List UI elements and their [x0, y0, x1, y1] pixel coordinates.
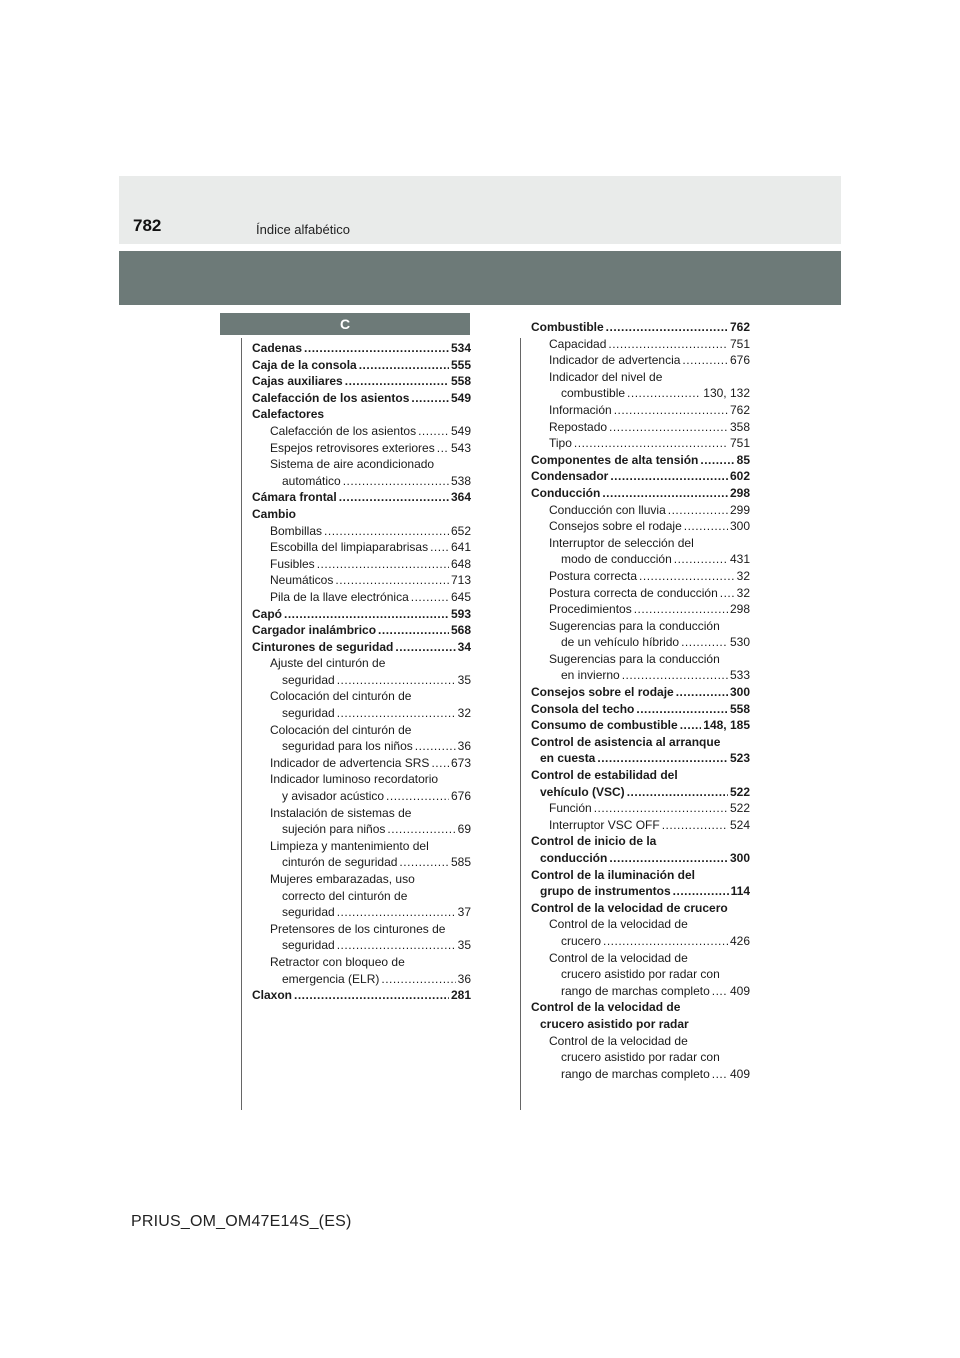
index-heading-line: Colocación del cinturón de: [270, 722, 412, 737]
index-entry: [531, 717, 750, 734]
index-entry: [531, 784, 750, 801]
entry-term: conducción: [540, 851, 608, 865]
entry-term: seguridad: [282, 938, 335, 953]
index-entry: [531, 468, 750, 485]
index-entry: [252, 821, 471, 838]
index-entry: [252, 788, 471, 805]
index-heading-line: Control de la velocidad de: [549, 1033, 688, 1048]
dot-leader: [680, 717, 702, 734]
entry-page-ref: 114: [730, 884, 750, 899]
entry-term: seguridad: [282, 706, 335, 721]
entry-term: Cajas auxiliares: [252, 374, 343, 389]
entry-page-ref: 652: [450, 523, 471, 538]
dot-leader: [627, 784, 728, 801]
entry-page-ref: 37: [457, 905, 471, 920]
entry-page-ref: 281: [450, 988, 471, 1003]
entry-term: rango de marchas completo: [561, 983, 710, 998]
entry-page-ref: 524: [729, 817, 750, 832]
dot-leader: [614, 402, 728, 419]
entry-page-ref: 762: [729, 320, 750, 334]
entry-page-ref: 751: [729, 336, 750, 351]
index-heading-line: Interruptor de selección del: [549, 535, 694, 550]
entry-page-ref: 593: [450, 606, 471, 621]
entry-term: vehículo (VSC): [540, 784, 625, 799]
index-entry: [252, 705, 471, 722]
dot-leader: [415, 738, 456, 755]
index-entry: [531, 850, 750, 867]
dot-leader: [602, 485, 728, 502]
entry-term: y avisador acústico: [282, 789, 385, 804]
entry-term: Capacidad: [549, 336, 607, 351]
index-entry: [531, 352, 750, 369]
entry-page-ref: 35: [457, 938, 471, 953]
entry-term: Tipo: [549, 436, 572, 451]
entry-page-ref: 538: [450, 473, 471, 488]
dot-leader: [324, 523, 449, 540]
index-entry: [252, 606, 471, 623]
index-heading-line: Sugerencias para la conducción: [549, 618, 720, 633]
entry-page-ref: 364: [450, 490, 471, 505]
entry-page-ref: 751: [729, 436, 750, 451]
entry-page-ref: 762: [729, 402, 750, 417]
dot-leader: [411, 390, 449, 407]
left-column-rule: [241, 338, 242, 1110]
entry-term: Bombillas: [270, 523, 323, 538]
index-entry: [531, 684, 750, 701]
entry-term: Postura correcta de conducción: [549, 585, 718, 600]
entry-page-ref: 426: [729, 933, 750, 948]
index-entry: [252, 523, 471, 540]
entry-term: sujeción para niños: [282, 822, 386, 837]
dot-leader: [378, 622, 449, 639]
index-entry: [252, 589, 471, 606]
index-entry: [531, 568, 750, 585]
dot-leader: [712, 983, 728, 1000]
index-heading-line: Control de la velocidad de: [549, 917, 688, 932]
index-entry: [252, 937, 471, 954]
index-heading-line: Retractor con bloqueo de: [270, 954, 405, 969]
index-entry: [531, 385, 750, 402]
entry-term: rango de marchas completo: [561, 1066, 710, 1081]
entry-term: Capó: [252, 606, 282, 621]
dot-leader: [634, 601, 728, 618]
entry-term: Combustible: [531, 320, 604, 334]
entry-term: cinturón de seguridad: [282, 855, 398, 870]
entry-term: en cuesta: [540, 751, 596, 766]
entry-term: Consejos sobre el rodaje: [531, 685, 674, 700]
index-heading-line: Pretensores de los cinturones de: [270, 921, 446, 936]
dot-leader: [597, 750, 728, 767]
dot-leader: [627, 385, 701, 402]
entry-page-ref: 32: [736, 568, 750, 583]
index-entry: [252, 390, 471, 407]
dot-leader: [345, 373, 449, 390]
dot-leader: [411, 589, 449, 606]
entry-page-ref: 648: [450, 556, 471, 571]
entry-page-ref: 409: [729, 983, 750, 998]
index-entry: [252, 423, 471, 440]
index-entry: [252, 489, 471, 506]
index-heading-line: crucero asistido por radar: [540, 1016, 689, 1031]
entry-page-ref: 676: [450, 789, 471, 804]
dot-leader: [606, 319, 728, 336]
index-entry: [531, 800, 750, 817]
index-entry: [531, 502, 750, 519]
index-entry: [531, 883, 750, 900]
index-heading-line: crucero asistido por radar con: [561, 967, 720, 982]
index-heading-line: Limpieza y mantenimiento del: [270, 838, 429, 853]
entry-page-ref: 555: [450, 357, 471, 372]
index-heading-line: crucero asistido por radar con: [561, 1050, 720, 1065]
entry-term: Postura correcta: [549, 568, 638, 583]
index-heading-line: Instalación de sistemas de: [270, 805, 412, 820]
dot-leader: [437, 440, 449, 457]
dot-leader: [337, 672, 456, 689]
dot-leader: [684, 518, 728, 535]
entry-page-ref: 299: [729, 502, 750, 517]
entry-term: emergencia (ELR): [282, 971, 380, 986]
dot-leader: [430, 539, 449, 556]
dot-leader: [700, 452, 734, 469]
dot-leader: [381, 971, 455, 988]
index-entry: [252, 971, 471, 988]
entry-page-ref: 300: [729, 685, 750, 700]
entry-term: Escobilla del limpiaparabrisas: [270, 540, 429, 555]
index-entry: [252, 622, 471, 639]
index-entry: [531, 319, 750, 336]
entry-term: Pila de la llave electrónica: [270, 589, 409, 604]
entry-term: Consola del techo: [531, 701, 635, 716]
entry-term: Cinturones de seguridad: [252, 639, 394, 654]
index-heading-line: Indicador del nivel de: [549, 369, 663, 384]
dot-leader: [418, 423, 449, 440]
dot-leader: [284, 606, 449, 623]
entry-term: Conducción: [531, 485, 601, 500]
index-entry: [252, 440, 471, 457]
entry-term: Calefacción de los asientos: [252, 390, 410, 405]
index-entry: [252, 556, 471, 573]
index-column-right: [531, 319, 750, 1082]
entry-term: Cargador inalámbrico: [252, 623, 377, 638]
dot-leader: [720, 585, 735, 602]
index-entry: [252, 639, 471, 656]
entry-page-ref: 549: [450, 390, 471, 405]
entry-page-ref: 36: [457, 739, 471, 754]
dot-leader: [343, 473, 449, 490]
dot-leader: [622, 667, 728, 684]
entry-term: de un vehículo híbrido: [561, 635, 680, 650]
dot-leader: [673, 883, 729, 900]
dot-leader: [712, 1066, 728, 1083]
page-header: [119, 176, 841, 244]
dot-leader: [609, 850, 728, 867]
index-heading-line: correcto del cinturón de: [282, 888, 408, 903]
index-entry: [531, 1066, 750, 1083]
index-entry: [531, 701, 750, 718]
index-heading-line: Control de la velocidad de crucero: [531, 900, 728, 915]
index-heading-line: Control de asistencia al arranque: [531, 734, 721, 749]
index-entry: [252, 373, 471, 390]
page-number: 782: [133, 216, 162, 235]
dot-leader: [335, 572, 449, 589]
index-entry: [531, 585, 750, 602]
dot-leader: [682, 352, 728, 369]
entry-page-ref: 558: [450, 374, 471, 389]
entry-page-ref: 298: [729, 602, 750, 617]
index-entry: [531, 667, 750, 684]
middle-column-rule: [520, 338, 521, 1110]
entry-term: Interruptor VSC OFF: [549, 817, 660, 832]
entry-page-ref: 543: [450, 440, 471, 455]
dot-leader: [674, 551, 728, 568]
index-heading-line: Calefactores: [252, 407, 325, 422]
entry-page-ref: 641: [450, 540, 471, 555]
entry-term: seguridad para los niños: [282, 739, 413, 754]
dot-leader: [337, 705, 456, 722]
index-letter-heading: C: [220, 313, 470, 335]
entry-page-ref: 533: [729, 668, 750, 683]
index-heading-line: Control de estabilidad del: [531, 768, 678, 783]
dot-leader: [610, 468, 728, 485]
entry-page-ref: 549: [450, 423, 471, 438]
dot-leader: [639, 568, 735, 585]
index-entry: [531, 983, 750, 1000]
dot-leader: [395, 639, 455, 656]
index-heading-line: Cambio: [252, 506, 297, 521]
index-heading-line: Mujeres embarazadas, uso: [270, 872, 415, 886]
dot-leader: [681, 634, 728, 651]
dot-leader: [294, 987, 449, 1004]
entry-page-ref: 713: [450, 573, 471, 588]
index-heading-line: Control de la velocidad de: [549, 950, 688, 965]
index-heading-line: Colocación del cinturón de: [270, 689, 412, 704]
entry-page-ref: 568: [450, 623, 471, 638]
entry-term: seguridad: [282, 905, 335, 920]
entry-page-ref: 35: [457, 672, 471, 687]
entry-page-ref: 130, 132: [703, 386, 750, 401]
index-entry: [252, 904, 471, 921]
entry-term: Caja de la consola: [252, 357, 357, 372]
index-entry: [531, 419, 750, 436]
index-entry: [531, 452, 750, 469]
header-divider-band: [119, 251, 841, 305]
entry-page-ref: 148, 185: [703, 718, 750, 733]
entry-page-ref: 36: [457, 971, 471, 986]
index-heading-line: Control de la iluminación del: [531, 867, 696, 882]
entry-term: Calefacción de los asientos: [270, 423, 417, 438]
index-entry: [252, 672, 471, 689]
entry-page-ref: 676: [729, 353, 750, 368]
index-entry: [531, 402, 750, 419]
index-entry: [531, 601, 750, 618]
dot-leader: [668, 502, 728, 519]
entry-page-ref: 602: [729, 469, 750, 484]
index-heading-line: Control de inicio de la: [531, 834, 657, 849]
dot-leader: [339, 489, 449, 506]
entry-page-ref: 673: [450, 755, 471, 770]
entry-page-ref: 645: [450, 589, 471, 604]
entry-page-ref: 32: [457, 706, 471, 721]
index-entry: [252, 738, 471, 755]
dot-leader: [676, 684, 728, 701]
entry-page-ref: 431: [729, 552, 750, 567]
index-entry: [531, 551, 750, 568]
entry-term: Conducción con lluvia: [549, 502, 666, 517]
index-entry: [531, 817, 750, 834]
index-entry: [252, 572, 471, 589]
dot-leader: [636, 701, 728, 718]
entry-page-ref: 522: [729, 801, 750, 816]
entry-term: seguridad: [282, 672, 335, 687]
index-column-left: [252, 340, 471, 1004]
dot-leader: [337, 904, 456, 921]
dot-leader: [431, 755, 449, 772]
index-entry: [252, 987, 471, 1004]
index-entry: [531, 634, 750, 651]
index-entry: [531, 518, 750, 535]
entry-term: Espejos retrovisores exteriores: [270, 440, 435, 455]
index-entry: [252, 755, 471, 772]
entry-page-ref: 522: [729, 784, 750, 799]
entry-term: Indicador de advertencia SRS: [270, 755, 430, 770]
entry-term: Consumo de combustible: [531, 718, 678, 733]
dot-leader: [387, 821, 455, 838]
index-entry: [531, 933, 750, 950]
dot-leader: [337, 937, 456, 954]
dot-leader: [662, 817, 728, 834]
entry-page-ref: 300: [729, 851, 750, 865]
entry-term: automático: [282, 473, 341, 488]
entry-page-ref: 32: [736, 585, 750, 600]
dot-leader: [317, 556, 449, 573]
entry-page-ref: 358: [729, 419, 750, 434]
index-entry: [531, 336, 750, 353]
entry-term: Cámara frontal: [252, 490, 337, 505]
index-entry: [252, 854, 471, 871]
entry-term: Función: [549, 801, 592, 816]
entry-page-ref: 534: [450, 341, 471, 355]
entry-term: Procedimientos: [549, 602, 632, 617]
entry-term: grupo de instrumentos: [540, 884, 671, 899]
entry-term: Claxon: [252, 988, 293, 1003]
entry-term: Cadenas: [252, 341, 303, 355]
index-entry: [531, 750, 750, 767]
entry-term: en invierno: [561, 668, 620, 683]
entry-page-ref: 409: [729, 1066, 750, 1081]
entry-term: Condensador: [531, 469, 609, 484]
entry-term: crucero: [561, 933, 602, 948]
entry-term: Información: [549, 402, 612, 417]
entry-term: modo de conducción: [561, 552, 672, 567]
index-heading-line: Sistema de aire acondicionado: [270, 457, 435, 472]
index-entry: [531, 485, 750, 502]
entry-page-ref: 585: [450, 855, 471, 870]
dot-leader: [603, 933, 728, 950]
entry-page-ref: 69: [457, 822, 471, 837]
dot-leader: [359, 357, 449, 374]
dot-leader: [304, 340, 449, 357]
index-entry: [531, 435, 750, 452]
entry-term: Repostado: [549, 419, 608, 434]
dot-leader: [608, 336, 728, 353]
manual-code-footer: PRIUS_OM_OM47E14S_(ES): [131, 1213, 352, 1230]
entry-term: Componentes de alta tensión: [531, 452, 699, 467]
dot-leader: [594, 800, 728, 817]
index-heading-line: Control de la velocidad de: [531, 1000, 681, 1015]
entry-term: Neumáticos: [270, 573, 334, 588]
entry-page-ref: 34: [457, 639, 471, 654]
entry-term: Fusibles: [270, 556, 315, 571]
entry-page-ref: 300: [729, 519, 750, 534]
index-heading-line: Ajuste del cinturón de: [270, 656, 386, 671]
index-entry: [252, 539, 471, 556]
dot-leader: [399, 854, 449, 871]
entry-term: combustible: [561, 386, 626, 401]
section-title: Índice alfabético: [256, 222, 350, 237]
entry-page-ref: 530: [729, 635, 750, 650]
index-entry: [252, 357, 471, 374]
entry-page-ref: 523: [729, 751, 750, 766]
entry-term: Indicador de advertencia: [549, 353, 681, 368]
dot-leader: [574, 435, 728, 452]
entry-page-ref: 85: [736, 452, 750, 467]
index-heading-line: Indicador luminoso recordatorio: [270, 772, 439, 787]
index-entry: [252, 340, 471, 357]
index-entry: [252, 473, 471, 490]
dot-leader: [386, 788, 449, 805]
index-heading-line: Sugerencias para la conducción: [549, 651, 720, 666]
entry-page-ref: 558: [729, 701, 750, 716]
entry-term: Consejos sobre el rodaje: [549, 519, 682, 534]
dot-leader: [609, 419, 728, 436]
entry-page-ref: 298: [729, 485, 750, 500]
